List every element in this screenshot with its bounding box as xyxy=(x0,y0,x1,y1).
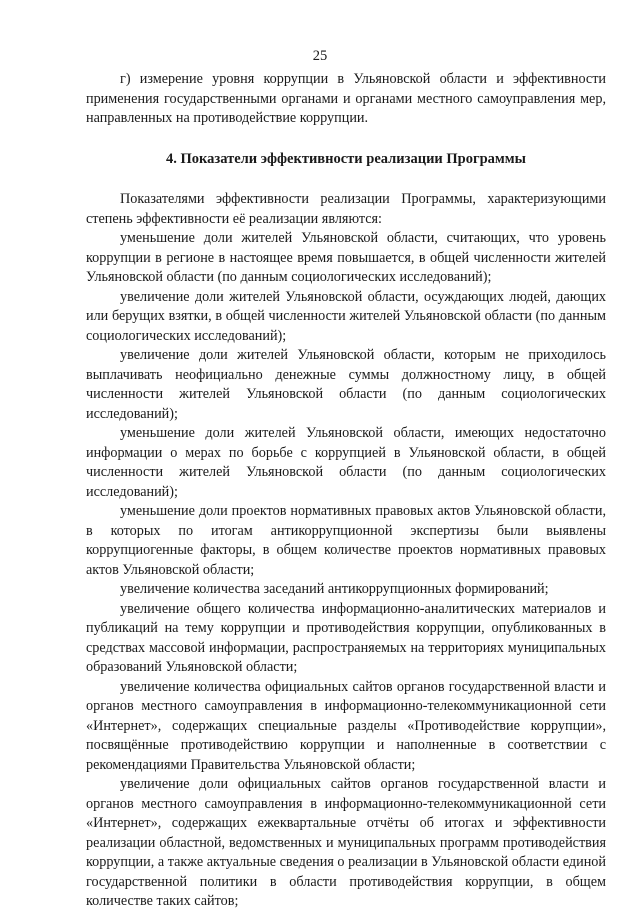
indicator-item: увеличение количества официальных сайтов органов государственной власти и органов местного самоуправления в информационно-телекоммуникационной сети «Интернет», содержащих специальные разделы «Противодействие коррупции», посвящённые противодействию коррупции и наполненные в соответствии с рекомендациями Правительства Ульяновской области; xyxy=(86,678,606,773)
indicator-item: увеличение доли жителей Ульяновской области, осуждающих людей, дающих или берущих взятки, в общей численности жителей Ульяновской области (по данным социологических исследований); xyxy=(86,288,606,344)
indicator-item: увеличение количества заседаний антикоррупционных формирований; xyxy=(120,581,549,597)
section-heading: 4. Показатели эффективности реализации Программы xyxy=(166,150,526,167)
indicator-item: увеличение доли официальных сайтов органов государственной власти и органов местного самоуправления в информационно-телекоммуникационной сети «Интернет», содержащих ежеквартальные отчёты об итогах и эффективности реализации областной, ведомственных и муниципальных программ противодействия коррупции, а также актуальные сведения о реализации в Ульяновской области единой государственной политики в области противодействия коррупции, в общем количестве таких сайтов; xyxy=(86,776,606,909)
indicator-item: увеличение общего количества информационно-аналитических материалов и публикаций на тему коррупции и противодействия коррупции, опубликованных в средствах массовой информации, распространяемых на территориях муниципальных образований Ульяновской области; xyxy=(86,600,606,675)
indicator-item: уменьшение доли проектов нормативных правовых актов Ульяновской области, в которых по итогам антикоррупционной экспертизы были выявлены коррупциогенные факторы, в общем количестве проектов нормативных правовых актов Ульяновской области; xyxy=(86,503,606,578)
lead-paragraph: Показателями эффективности реализации Программы, характеризующими степень эффективности её реализации являются: xyxy=(86,191,606,227)
intro-item: г) измерение уровня коррупции в Ульяновской области и эффективности применения государственными органами и органами местного самоуправления мер, направленных на противодействие коррупции. xyxy=(86,71,606,126)
indicator-item: увеличение доли жителей Ульяновской области, которым не приходилось выплачивать неофициально денежные суммы должностному лицу, в общей численности жителей Ульяновской области (по данным социологических исследований); xyxy=(86,347,606,422)
page-number: 25 xyxy=(312,48,328,64)
page-content xyxy=(86,70,606,912)
indicator-item: уменьшение доли жителей Ульяновской области, имеющих недостаточно информации о мерах по борьбе с коррупцией в Ульяновской области, в общей численности жителей Ульяновской области (по данным социологических исследований); xyxy=(86,425,606,500)
indicator-item: уменьшение доли жителей Ульяновской области, считающих, что уровень коррупции в регионе в настоящее время повышается, в общей численности жителей Ульяновской области (по данным социологических исследований); xyxy=(86,230,606,285)
